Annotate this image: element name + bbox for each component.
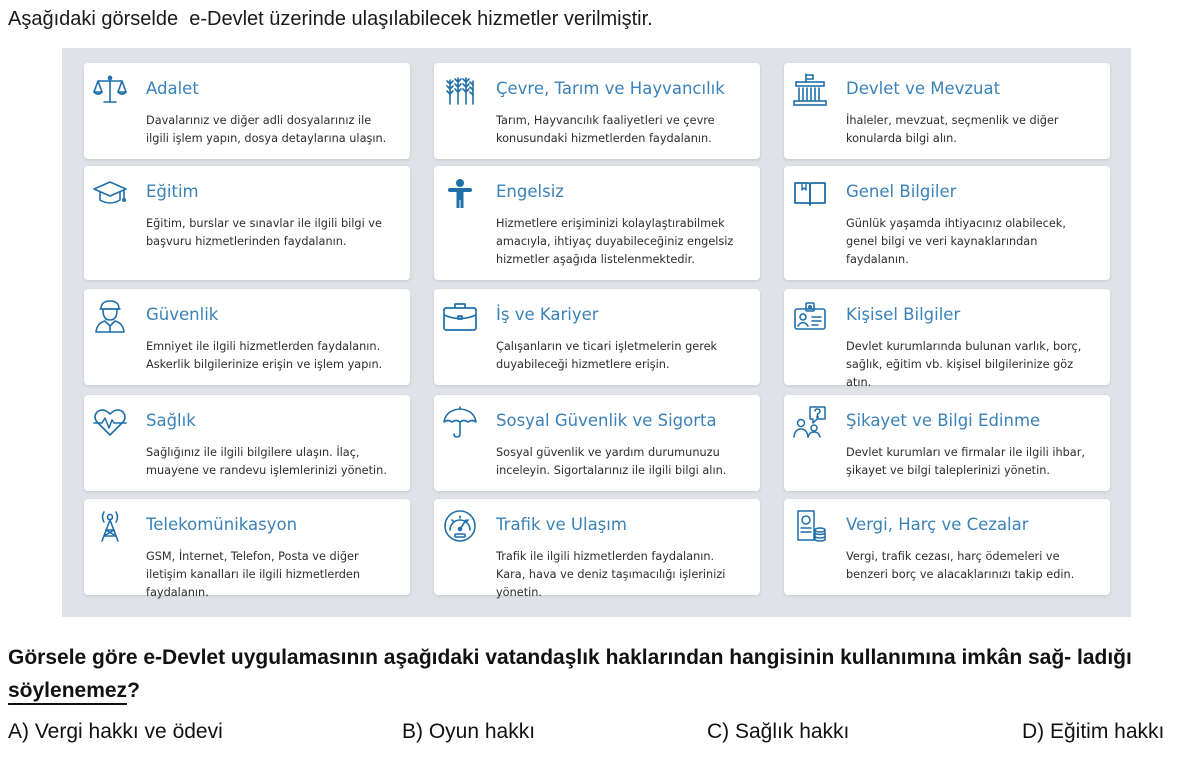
service-card-sosyal-guvenlik[interactable]: [434, 395, 760, 491]
open-book-icon: [792, 175, 828, 211]
service-card-telekomunikasyon[interactable]: [84, 499, 410, 599]
option-c[interactable]: C) Sağlık hakkı: [707, 720, 850, 743]
service-description: Devlet kurumlarında bulunan varlık, borç, sağlık, eğitim vb. kişisel bilgilerinize göz atın.: [846, 340, 1082, 389]
wheat-icon: [442, 72, 478, 108]
service-card-vergi[interactable]: [784, 499, 1110, 595]
question-text: [8, 641, 1183, 707]
service-description: Emniyet ile ilgili hizmetlerden faydalanın. Askerlik bilgilerinize erişin ve işlem yapın.: [146, 340, 383, 371]
service-title: Sağlık: [146, 411, 196, 430]
question-stem: Görsele göre e-Devlet uygulamasının aşağıdaki vatandaşlık haklarından hangisinin kullanımına imkân sağ- ladığı: [8, 646, 1132, 669]
service-title: Devlet ve Mevzuat: [846, 79, 1001, 98]
speedometer-icon: [442, 508, 478, 544]
service-title: Genel Bilgiler: [846, 182, 957, 201]
service-title: Adalet: [146, 79, 199, 98]
service-title: Kişisel Bilgiler: [846, 305, 961, 324]
service-title: Şikayet ve Bilgi Edinme: [846, 411, 1041, 430]
option-a[interactable]: A) Vergi hakkı ve ödevi: [8, 720, 223, 743]
id-card-icon: [792, 298, 828, 334]
service-title: Vergi, Harç ve Cezalar: [846, 515, 1029, 534]
umbrella-icon: [442, 404, 478, 440]
service-title: Güvenlik: [146, 305, 219, 324]
service-card-sikayet[interactable]: [784, 395, 1110, 491]
service-title: Engelsiz: [496, 182, 564, 201]
scales-icon: [92, 72, 128, 108]
service-description: Davalarınız ve diğer adli dosyalarınız ile ilgili işlem yapın, dosya detaylarına ulaşın.: [146, 114, 387, 145]
service-title: Trafik ve Ulaşım: [496, 515, 627, 534]
service-description: Günlük yaşamda ihtiyacınız olabilecek, genel bilgi ve veri kaynaklarından faydalanın.: [846, 217, 1066, 266]
service-card-saglik[interactable]: [84, 395, 410, 491]
service-card-cevre[interactable]: [434, 63, 760, 159]
heartbeat-icon: [92, 404, 128, 440]
service-description: Çalışanların ve ticari işletmelerin gerek duyabileceği hizmetlere erişin.: [496, 340, 718, 371]
intro-text: Aşağıdaki görselde e-Devlet üzerinde ulaşılabilecek hizmetler verilmiştir.: [8, 8, 653, 30]
question-bubble-icon: [792, 404, 828, 440]
option-b[interactable]: B) Oyun hakkı: [402, 720, 536, 743]
service-description: Tarım, Hayvancılık faaliyetleri ve çevre konusundaki hizmetlerden faydalanın.: [496, 114, 715, 145]
graduation-cap-icon: [92, 175, 128, 211]
question-negative-word: söylenemez: [8, 679, 127, 705]
service-title: İş ve Kariyer: [496, 305, 599, 324]
service-description: Hizmetlere erişiminizi kolaylaştırabilmek amacıyla, ihtiyaç duyabileceğiniz engelsiz hizmetler aşağıda listelenmektedir.: [496, 217, 734, 266]
service-card-kisisel-bilgiler[interactable]: [784, 289, 1110, 389]
service-description: İhaleler, mevzuat, seçmenlik ve diğer konularda bilgi alın.: [846, 114, 1059, 145]
service-card-engelsiz[interactable]: [434, 166, 760, 280]
service-title: Çevre, Tarım ve Hayvancılık: [496, 79, 725, 98]
service-description: Devlet kurumları ve firmalar ile ilgili ihbar, şikayet ve bilgi taleplerinizi yönetin.: [846, 446, 1085, 477]
service-card-trafik[interactable]: [434, 499, 760, 599]
service-card-guvenlik[interactable]: [84, 289, 410, 385]
service-description: Eğitim, burslar ve sınavlar ile ilgili bilgi ve başvuru hizmetlerinden faydalanın.: [146, 217, 382, 248]
service-description: Sosyal güvenlik ve yardım durumunuzu inceleyin. Sigortalarınız ile ilgili bilgi alın.: [496, 446, 727, 477]
question-mark: ?: [127, 679, 140, 702]
service-title: Eğitim: [146, 182, 199, 201]
service-card-is-kariyer[interactable]: [434, 289, 760, 385]
service-card-genel-bilgiler[interactable]: [784, 166, 1110, 280]
service-title: Sosyal Güvenlik ve Sigorta: [496, 411, 717, 430]
service-card-adalet[interactable]: [84, 63, 410, 159]
service-card-devlet[interactable]: [784, 63, 1110, 159]
antenna-tower-icon: [92, 508, 128, 544]
tax-document-coins-icon: [792, 508, 828, 544]
accessibility-icon: [442, 175, 478, 211]
service-description: Vergi, trafik cezası, harç ödemeleri ve benzeri borç ve alacaklarınızı takip edin.: [846, 550, 1075, 581]
service-description: Trafik ile ilgili hizmetlerden faydalanın. Kara, hava ve deniz taşımacılığı işlerinizi yönetin.: [496, 550, 726, 599]
edevlet-services-panel: [62, 48, 1131, 617]
option-d[interactable]: D) Eğitim hakkı: [1022, 720, 1165, 743]
briefcase-icon: [442, 298, 478, 334]
service-description: Sağlığınız ile ilgili bilgilere ulaşın. İlaç, muayene ve randevu işlemlerinizi yönetin.: [146, 446, 387, 477]
police-officer-icon: [92, 298, 128, 334]
government-building-icon: [792, 72, 828, 108]
service-description: GSM, İnternet, Telefon, Posta ve diğer iletişim kanalları ile ilgili hizmetlerden faydalanın.: [146, 550, 361, 599]
service-card-egitim[interactable]: [84, 166, 410, 280]
service-title: Telekomünikasyon: [146, 515, 298, 534]
